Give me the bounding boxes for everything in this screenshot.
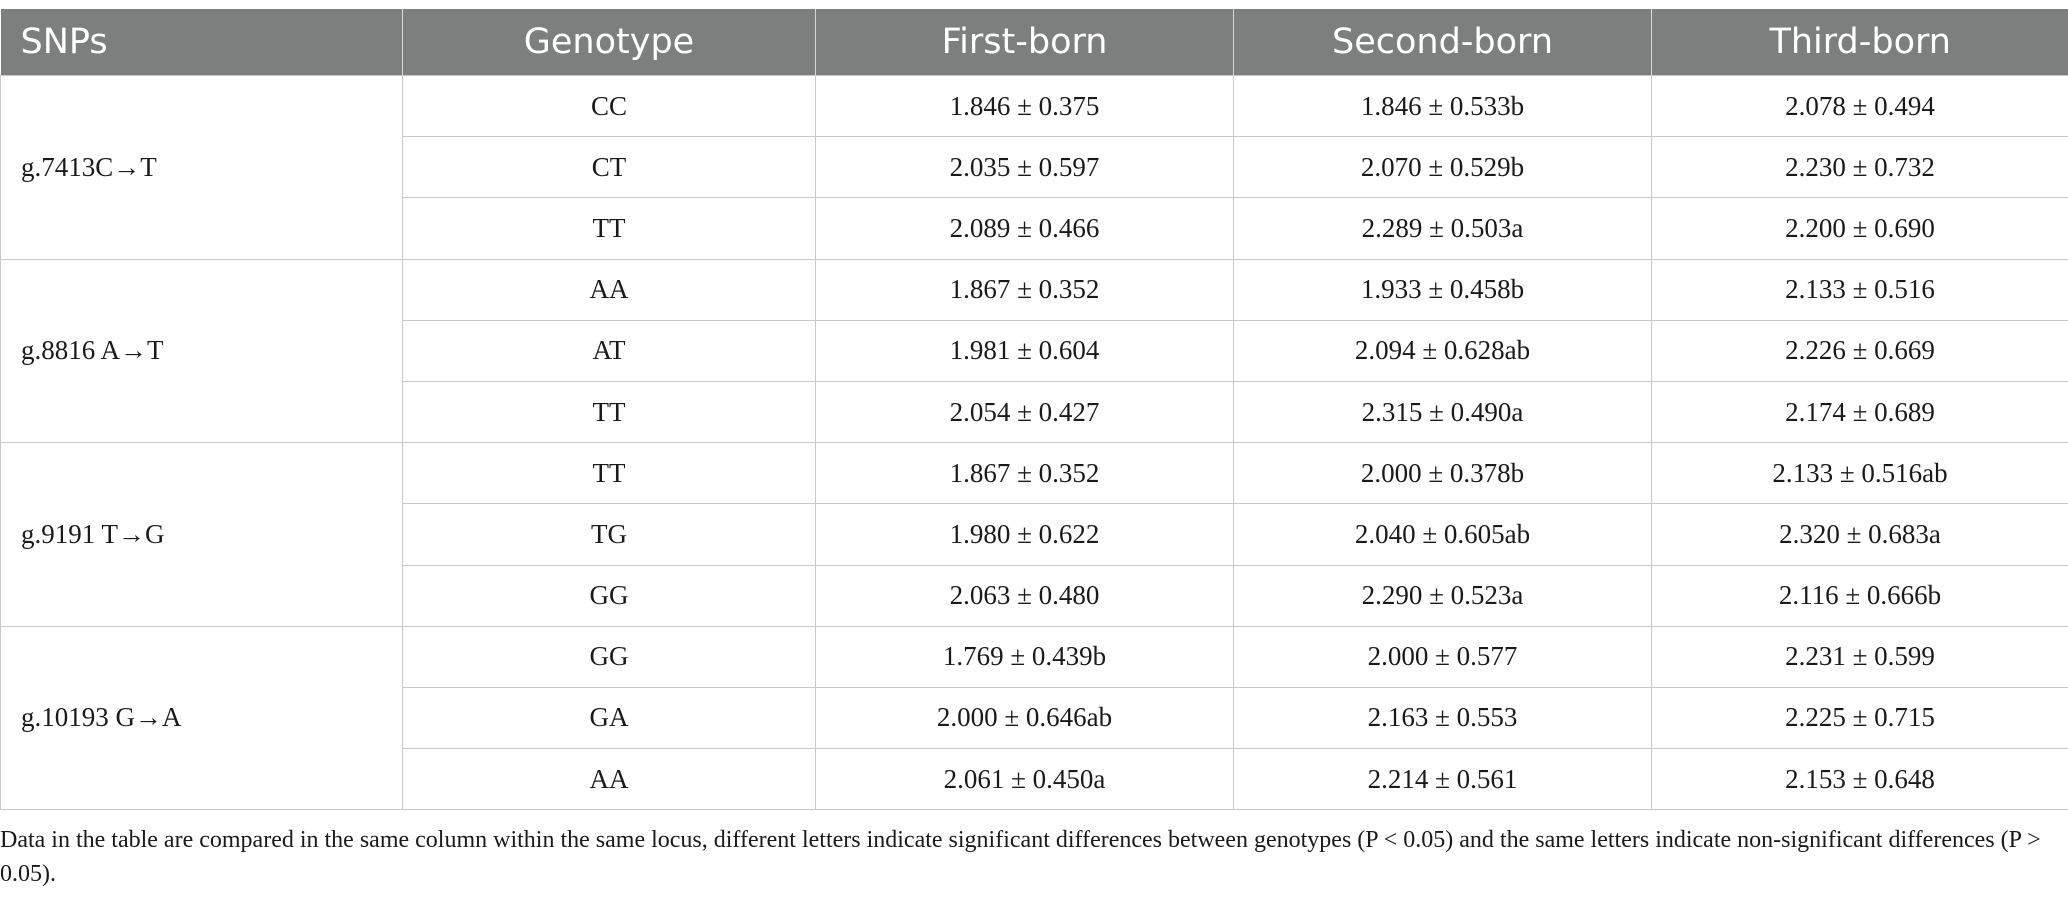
header-first-born: First-born: [816, 9, 1234, 76]
table-header-row: [1, 9, 2068, 76]
genotype-cell: TT: [403, 381, 816, 442]
third-born-cell: 2.116 ± 0.666b: [1652, 565, 2068, 626]
header-genotype: Genotype: [403, 9, 816, 76]
header-second-born: Second-born: [1234, 9, 1652, 76]
third-born-cell: 2.133 ± 0.516: [1652, 259, 2068, 320]
genotype-cell: TT: [403, 198, 816, 259]
first-born-cell: 2.089 ± 0.466: [816, 198, 1234, 259]
third-born-cell: 2.225 ± 0.715: [1652, 687, 2068, 748]
second-born-cell: 2.094 ± 0.628ab: [1234, 320, 1652, 381]
first-born-cell: 2.061 ± 0.450a: [816, 749, 1234, 810]
first-born-cell: 1.769 ± 0.439b: [816, 626, 1234, 687]
header-snps: SNPs: [1, 9, 403, 76]
table-row: [1, 443, 2068, 504]
second-born-cell: 2.000 ± 0.577: [1234, 626, 1652, 687]
third-born-cell: 2.133 ± 0.516ab: [1652, 443, 2068, 504]
snp-cell: g.8816 A→T: [1, 259, 403, 443]
first-born-cell: 2.000 ± 0.646ab: [816, 687, 1234, 748]
genotype-cell: GA: [403, 687, 816, 748]
table-row: [1, 626, 2068, 687]
third-born-cell: 2.226 ± 0.669: [1652, 320, 2068, 381]
second-born-cell: 2.315 ± 0.490a: [1234, 381, 1652, 442]
genotype-cell: TT: [403, 443, 816, 504]
table-row: [1, 259, 2068, 320]
first-born-cell: 1.867 ± 0.352: [816, 259, 1234, 320]
first-born-cell: 1.981 ± 0.604: [816, 320, 1234, 381]
snp-cell: g.9191 T→G: [1, 443, 403, 627]
third-born-cell: 2.230 ± 0.732: [1652, 137, 2068, 198]
third-born-cell: 2.078 ± 0.494: [1652, 76, 2068, 137]
first-born-cell: 2.054 ± 0.427: [816, 381, 1234, 442]
first-born-cell: 2.063 ± 0.480: [816, 565, 1234, 626]
first-born-cell: 1.867 ± 0.352: [816, 443, 1234, 504]
second-born-cell: 1.933 ± 0.458b: [1234, 259, 1652, 320]
second-born-cell: 2.040 ± 0.605ab: [1234, 504, 1652, 565]
table-footnote: Data in the table are compared in the same column within the same locus, different letters indicate significant differences between genotypes (P < 0.05) and the same letters indicate non-significant differences (P > 0.05).: [0, 827, 2041, 887]
third-born-cell: 2.231 ± 0.599: [1652, 626, 2068, 687]
first-born-cell: 2.035 ± 0.597: [816, 137, 1234, 198]
third-born-cell: 2.320 ± 0.683a: [1652, 504, 2068, 565]
genotype-cell: CT: [403, 137, 816, 198]
first-born-cell: 1.980 ± 0.622: [816, 504, 1234, 565]
genotype-cell: GG: [403, 565, 816, 626]
second-born-cell: 2.163 ± 0.553: [1234, 687, 1652, 748]
genotype-cell: AA: [403, 259, 816, 320]
genotype-cell: GG: [403, 626, 816, 687]
third-born-cell: 2.174 ± 0.689: [1652, 381, 2068, 442]
second-born-cell: 2.070 ± 0.529b: [1234, 137, 1652, 198]
table-row: [1, 76, 2068, 137]
third-born-cell: 2.153 ± 0.648: [1652, 749, 2068, 810]
header-third-born: Third-born: [1652, 9, 2068, 76]
snp-cell: g.7413C→T: [1, 76, 403, 260]
genotype-cell: TG: [403, 504, 816, 565]
genotype-cell: AA: [403, 749, 816, 810]
genotype-cell: AT: [403, 320, 816, 381]
genotype-results-table: [0, 9, 2068, 810]
third-born-cell: 2.200 ± 0.690: [1652, 198, 2068, 259]
genotype-cell: CC: [403, 76, 816, 137]
snp-cell: g.10193 G→A: [1, 626, 403, 810]
second-born-cell: 1.846 ± 0.533b: [1234, 76, 1652, 137]
second-born-cell: 2.214 ± 0.561: [1234, 749, 1652, 810]
second-born-cell: 2.289 ± 0.503a: [1234, 198, 1652, 259]
second-born-cell: 2.000 ± 0.378b: [1234, 443, 1652, 504]
second-born-cell: 2.290 ± 0.523a: [1234, 565, 1652, 626]
first-born-cell: 1.846 ± 0.375: [816, 76, 1234, 137]
